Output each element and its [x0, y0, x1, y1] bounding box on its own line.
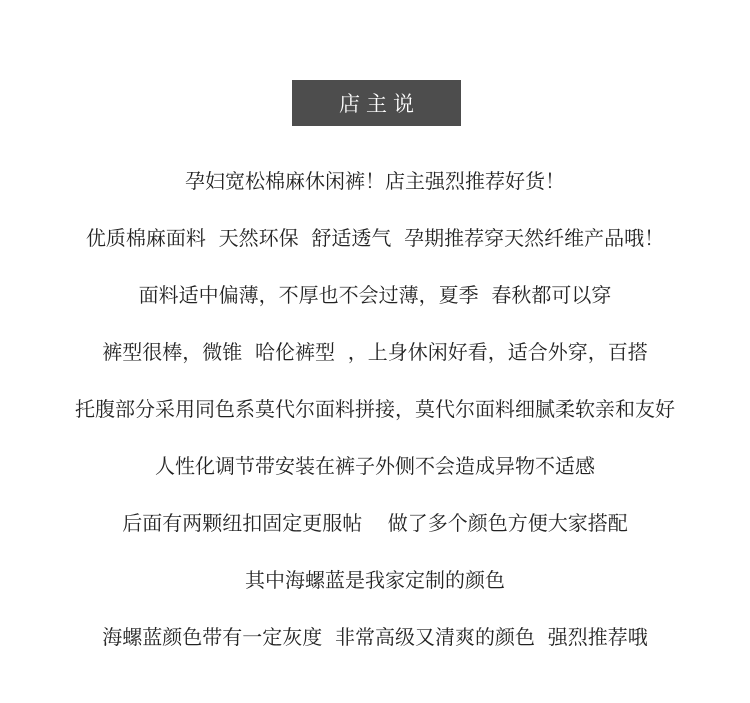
description-line: 孕妇宽松棉麻休闲裤！店主强烈推荐好货！: [185, 169, 565, 193]
description-line: 人性化调节带安装在裤子外侧不会造成异物不适感: [155, 454, 595, 478]
description-line: 优质棉麻面料 天然环保 舒适透气 孕期推荐穿天然纤维产品哦！: [85, 226, 665, 250]
badge-title: 店主说: [339, 92, 420, 116]
shop-owner-says-badge: [292, 80, 461, 126]
description-line: 后面有两颗纽扣固定更服帖 做了多个颜色方便大家搭配: [122, 511, 628, 535]
description-line: 托腹部分采用同色系莫代尔面料拼接，莫代尔面料细腻柔软亲和友好: [75, 397, 675, 421]
description-line: 裤型很棒，微锥 哈伦裤型 ，上身休闲好看，适合外穿，百搭: [102, 340, 648, 364]
description-line: 海螺蓝颜色带有一定灰度 非常高级又清爽的颜色 强烈推荐哦: [102, 625, 648, 649]
description-line: 其中海螺蓝是我家定制的颜色: [245, 568, 505, 592]
description-line: 面料适中偏薄，不厚也不会过薄，夏季 春秋都可以穿: [138, 283, 612, 307]
